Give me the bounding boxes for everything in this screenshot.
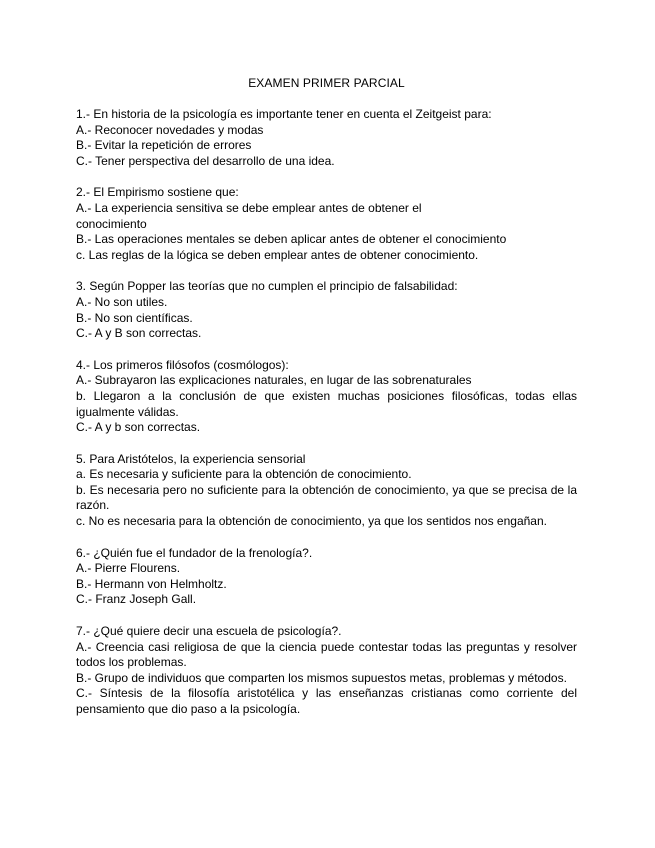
answer-option: C.- Síntesis de la filosofía aristotélica y las enseñanzas cristianas como corriente del pensamiento que dio paso a la psicología. (76, 686, 577, 716)
question-1 (76, 107, 577, 169)
answer-option: a. Es necesaria y suficiente para la obtención de conocimiento. (76, 467, 412, 482)
question-6 (76, 546, 577, 608)
answer-option: A.- Subrayaron las explicaciones naturales, en lugar de las sobrenaturales (76, 373, 472, 388)
answer-option-continuation: conocimiento (76, 216, 147, 231)
question-prompt: 2.- El Empirismo sostiene que: (76, 185, 239, 200)
answer-option: B.- Grupo de individuos que comparten los mismos supuestos metas, problemas y métodos. (76, 670, 567, 685)
answer-option: C.- Tener perspectiva del desarrollo de una idea. (76, 153, 335, 168)
question-prompt: 6.- ¿Quién fue el fundador de la frenología?. (76, 545, 313, 560)
answer-option: A.- La experiencia sensitiva se debe emplear antes de obtener el (76, 200, 422, 215)
question-4 (76, 358, 577, 436)
answer-option: b. Llegaron a la conclusión de que existen muchas posiciones filosóficas, todas ellas igualmente válidas. (76, 388, 577, 419)
question-7 (76, 624, 577, 718)
question-3 (76, 279, 577, 341)
answer-option: A.- Reconocer novedades y modas (76, 122, 264, 137)
answer-option: A.- Creencia casi religiosa de que la ciencia puede contestar todas las preguntas y resolver todos los problemas. (76, 639, 577, 670)
answer-option: B.- No son científicas. (76, 310, 193, 325)
answer-option: C.- A y B son correctas. (76, 326, 202, 341)
question-prompt: 3. Según Popper las teorías que no cumplen el principio de falsabilidad: (76, 279, 458, 294)
answer-option: c. Las reglas de la lógica se deben emplear antes de obtener conocimiento. (76, 247, 479, 262)
answer-option: B.- Evitar la repetición de errores (76, 138, 252, 153)
question-prompt: 5. Para Aristótelos, la experiencia sensorial (76, 451, 306, 466)
question-5 (76, 452, 577, 530)
answer-option: B.- Las operaciones mentales se deben aplicar antes de obtener el conocimiento (76, 232, 507, 247)
answer-option: b. Es necesaria pero no suficiente para la obtención de conocimiento, ya que se precisa de la razón. (76, 482, 577, 513)
answer-option: A.- Pierre Flourens. (76, 561, 181, 576)
answer-option: B.- Hermann von Helmholtz. (76, 576, 227, 591)
answer-option: C.- A y b son correctas. (76, 420, 201, 435)
question-prompt: 1.- En historia de la psicología es importante tener en cuenta el Zeitgeist para: (76, 107, 492, 121)
question-prompt: 7.- ¿Qué quiere decir una escuela de psicología?. (76, 624, 342, 639)
answer-option: A.- No son utiles. (76, 294, 168, 309)
answer-option: c. No es necesaria para la obtención de conocimiento, ya que los sentidos nos engañan. (76, 514, 547, 529)
page-title: EXAMEN PRIMER PARCIAL (248, 76, 405, 90)
question-2 (76, 185, 577, 263)
question-prompt: 4.- Los primeros filósofos (cosmólogos): (76, 357, 289, 372)
answer-option: C.- Franz Joseph Gall. (76, 592, 197, 607)
